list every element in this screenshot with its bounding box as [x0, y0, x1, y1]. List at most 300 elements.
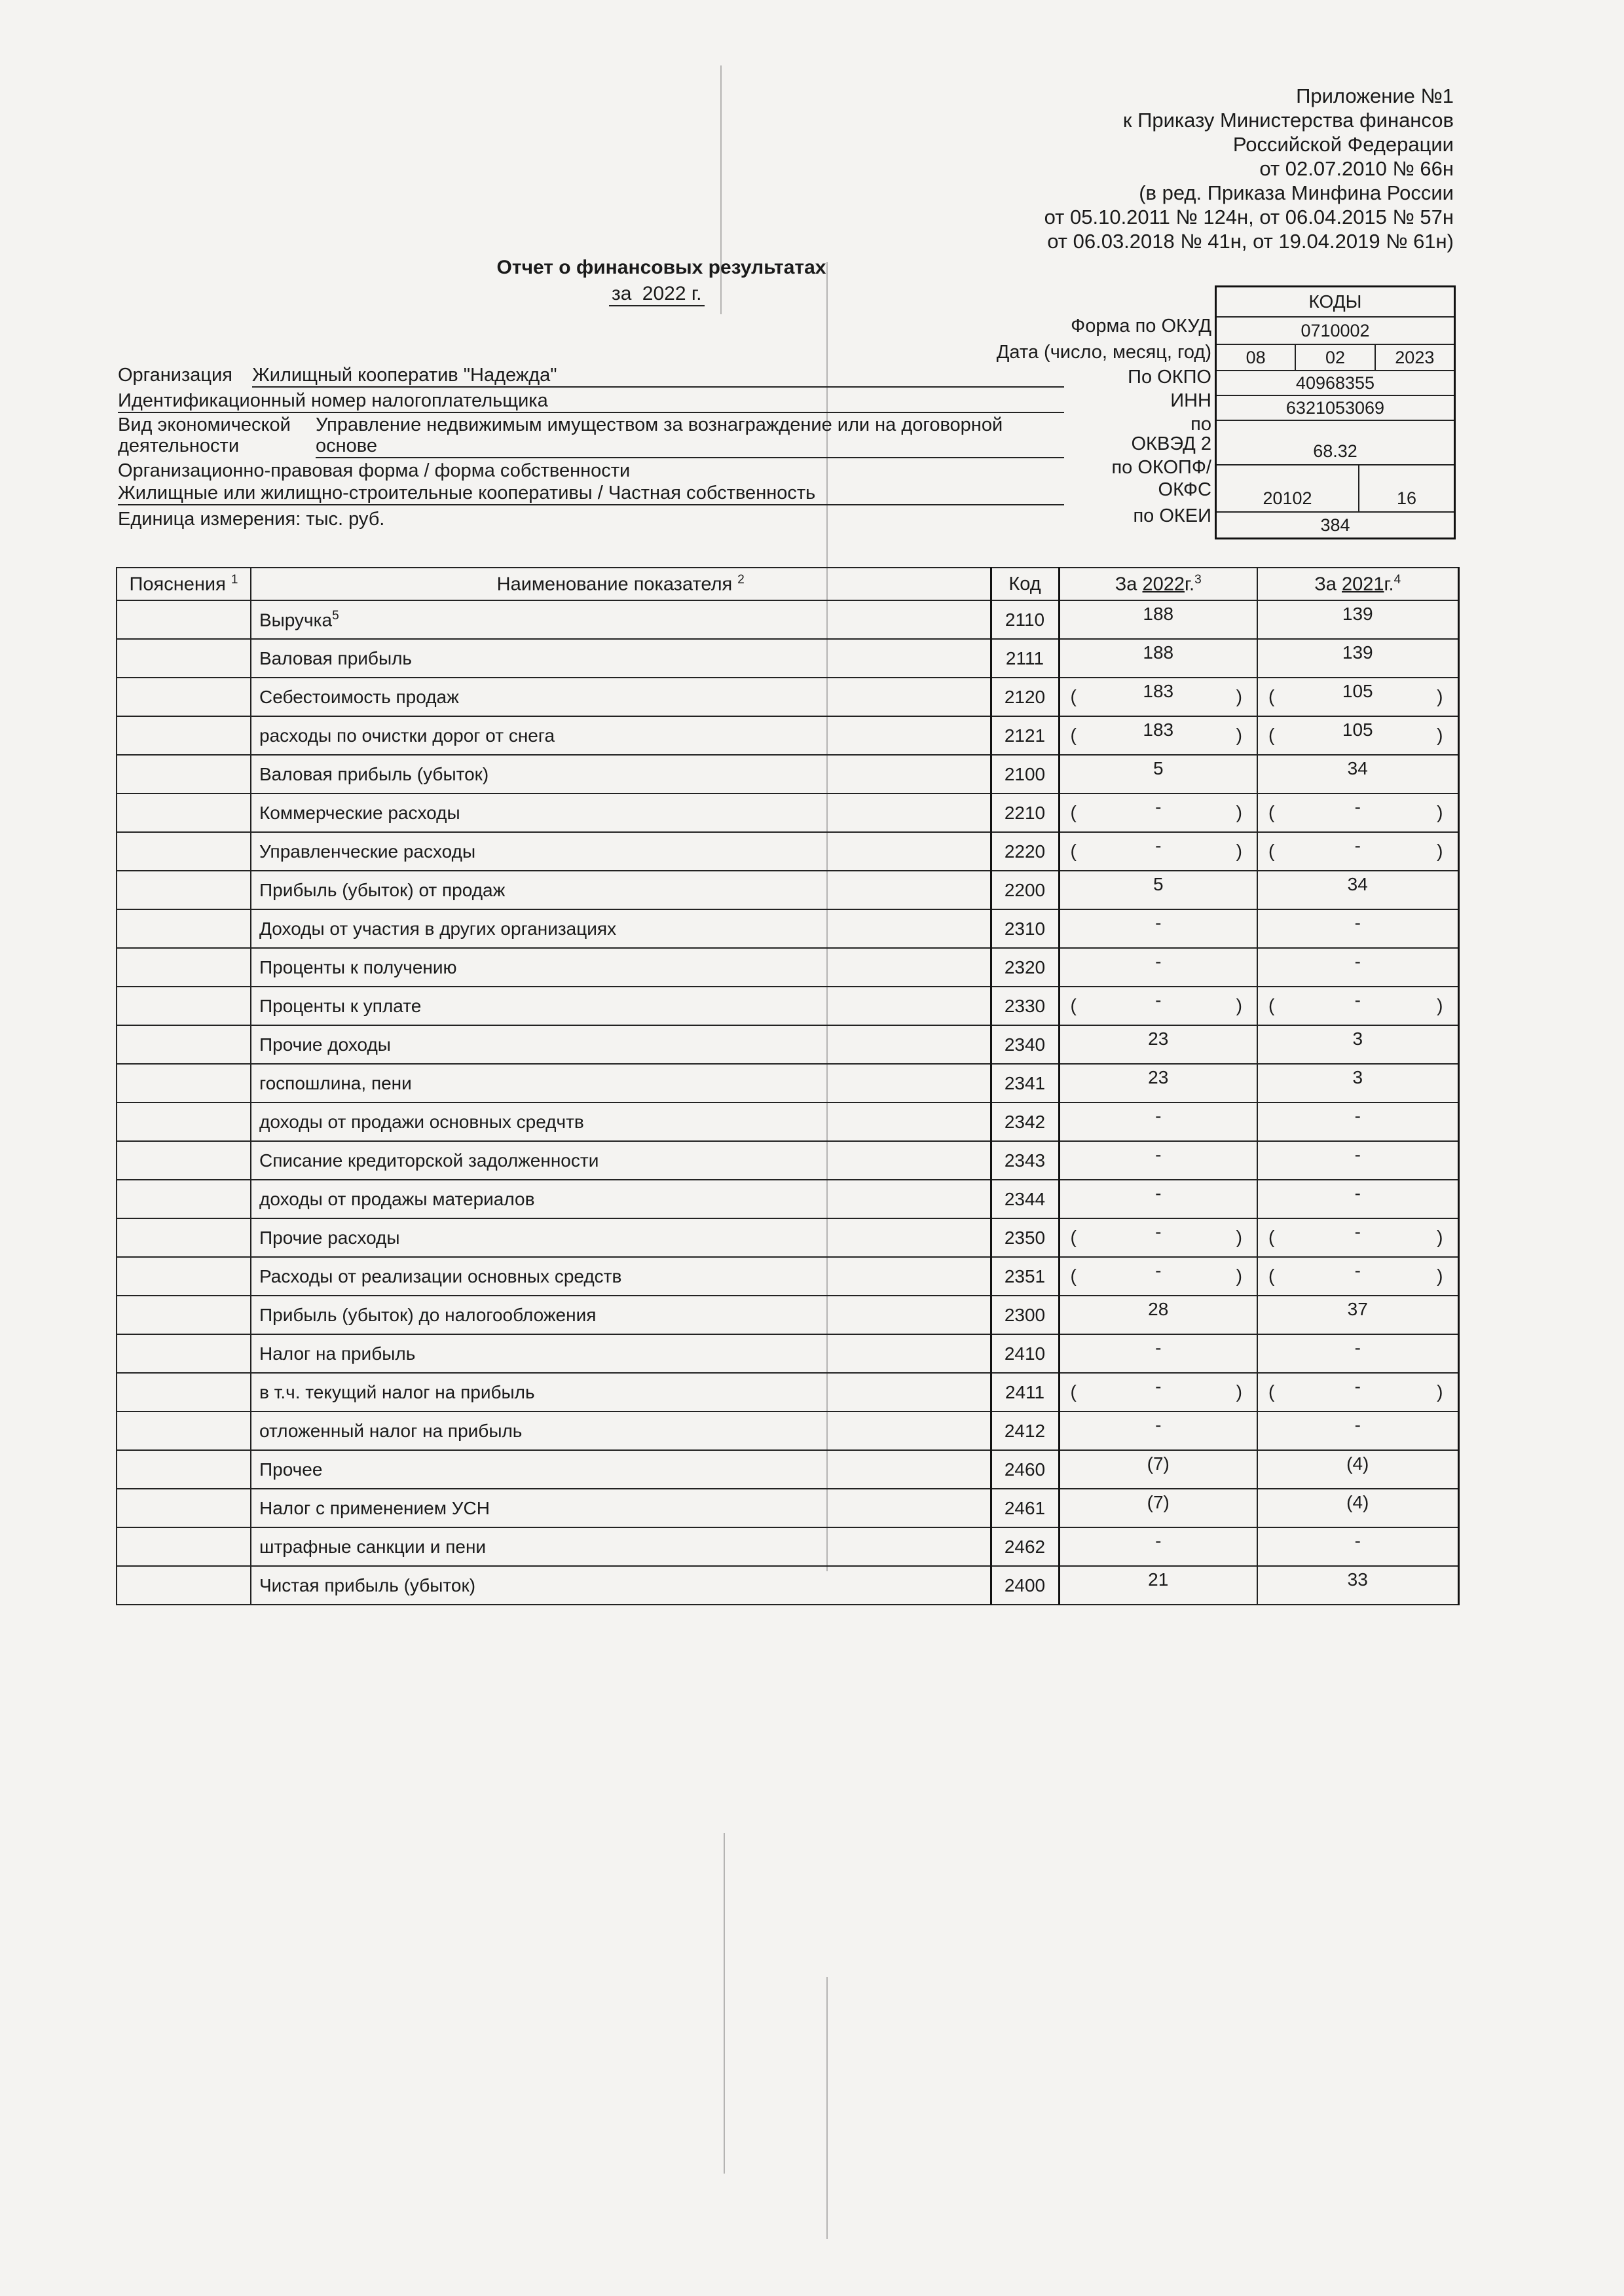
table-row [117, 909, 1458, 948]
row-previous-value-cell [1257, 1218, 1458, 1257]
row-previous-value-cell [1257, 1450, 1458, 1489]
row-previous-value-cell [1257, 1064, 1458, 1102]
row-previous-value: 3 [1352, 1029, 1363, 1049]
row-name: Выручка [259, 610, 333, 630]
paren-open: ( [1268, 995, 1275, 1015]
row-code: 2320 [991, 948, 1059, 987]
row-previous-value: - [1354, 1260, 1361, 1281]
row-current-value-cell [1059, 1180, 1257, 1218]
row-previous-value-cell [1257, 832, 1458, 871]
date-month: 02 [1295, 345, 1374, 370]
row-notes-cell [117, 1334, 251, 1373]
codes-box [1215, 285, 1456, 539]
row-name-cell [251, 1296, 991, 1334]
header-code [991, 568, 1059, 600]
date-label: Дата (число, месяц, год) [996, 342, 1211, 363]
row-current-value: - [1155, 951, 1162, 972]
row-current-value: 23 [1148, 1067, 1169, 1087]
row-notes-cell [117, 1064, 251, 1102]
row-name-cell [251, 678, 991, 716]
row-notes-cell [117, 1025, 251, 1064]
row-name-cell [251, 1489, 991, 1527]
activity-value-line2: основе [316, 435, 1064, 458]
row-name: Проценты к получению [259, 957, 457, 977]
row-name-cell [251, 716, 991, 755]
row-code: 2210 [991, 793, 1059, 832]
row-notes-cell [117, 1102, 251, 1141]
inn-field-label: Идентификационный номер налогоплательщика [118, 390, 1064, 413]
okpo-value: 40968355 [1295, 373, 1375, 393]
row-name-cell [251, 1257, 991, 1296]
row-code: 2350 [991, 1218, 1059, 1257]
paren-close: ) [1437, 686, 1443, 706]
row-previous-value-cell [1257, 909, 1458, 948]
row-current-value: 5 [1153, 874, 1164, 894]
row-current-value: 188 [1143, 642, 1174, 663]
row-notes-cell [117, 639, 251, 678]
row-current-value-cell [1059, 909, 1257, 948]
header-current-year [1059, 568, 1257, 600]
paren-open: ( [1070, 686, 1077, 706]
row-name: Прибыль (убыток) до налогообложения [259, 1304, 597, 1325]
row-code: 2200 [991, 871, 1059, 909]
row-notes-cell [117, 1450, 251, 1489]
row-name-cell [251, 1566, 991, 1605]
row-previous-value: 139 [1342, 642, 1373, 663]
row-code: 2411 [991, 1373, 1059, 1412]
paren-close: ) [1236, 995, 1242, 1015]
paren-open: ( [1268, 841, 1275, 861]
row-code: 2220 [991, 832, 1059, 871]
appendix-line: Российской Федерации [1232, 133, 1454, 156]
paren-close: ) [1236, 1266, 1242, 1286]
row-name-cell [251, 909, 991, 948]
row-current-value: - [1155, 797, 1162, 817]
row-previous-value-cell [1257, 639, 1458, 678]
row-code: 2100 [991, 755, 1059, 793]
scan-fold-line [826, 1977, 828, 2239]
row-current-value: - [1155, 835, 1162, 856]
table-row [117, 639, 1458, 678]
table-row [117, 678, 1458, 716]
row-notes-cell [117, 1141, 251, 1180]
row-previous-value: - [1354, 990, 1361, 1010]
row-name: Управленческие расходы [259, 841, 476, 862]
row-current-value-cell [1059, 716, 1257, 755]
okud-label: Форма по ОКУД [1071, 316, 1211, 337]
row-previous-value: - [1354, 1531, 1361, 1551]
row-previous-value-cell [1257, 793, 1458, 832]
row-current-value-cell [1059, 1257, 1257, 1296]
row-notes-cell [117, 1180, 251, 1218]
row-name-cell [251, 1412, 991, 1450]
row-name: Налог с применением УСН [259, 1497, 490, 1518]
paren-open: ( [1268, 725, 1275, 745]
org-value: Жилищный кооператив "Надежда" [252, 365, 1064, 388]
paren-open: ( [1070, 725, 1077, 745]
row-name-sup: 5 [332, 608, 339, 623]
row-name: Валовая прибыль (убыток) [259, 763, 489, 784]
row-current-value-cell [1059, 1296, 1257, 1334]
okved-label-line2: ОКВЭД 2 [1131, 433, 1211, 454]
okpo-label: По ОКПО [1128, 367, 1211, 388]
row-previous-value-cell [1257, 600, 1458, 639]
row-notes-cell [117, 1257, 251, 1296]
row-current-value: - [1155, 1183, 1162, 1203]
row-previous-value: - [1354, 951, 1361, 972]
table-header-row [117, 568, 1458, 600]
paren-close: ) [1437, 995, 1443, 1015]
row-previous-value: 105 [1342, 720, 1373, 740]
row-code: 2111 [991, 639, 1059, 678]
row-previous-value-cell [1257, 1527, 1458, 1566]
row-name-cell [251, 1141, 991, 1180]
report-title: Отчет о финансовых результатах [496, 257, 826, 278]
table-row [117, 1334, 1458, 1373]
row-code: 2461 [991, 1489, 1059, 1527]
period-year: 2022 г. [642, 283, 702, 304]
row-current-value-cell [1059, 793, 1257, 832]
code-row-okud [1217, 318, 1454, 345]
date-year: 2023 [1375, 345, 1454, 370]
row-previous-value-cell [1257, 1412, 1458, 1450]
codes-header: КОДЫ [1217, 287, 1454, 318]
table-row [117, 948, 1458, 987]
row-previous-value-cell [1257, 1489, 1458, 1527]
paren-close: ) [1437, 1266, 1443, 1286]
row-current-value: - [1155, 990, 1162, 1010]
header-prev-suffix: г. [1384, 574, 1394, 595]
org-label: Организация [118, 365, 232, 386]
paren-open: ( [1268, 686, 1275, 706]
row-name-cell [251, 1180, 991, 1218]
row-previous-value: 139 [1342, 604, 1373, 624]
okud-value: 0710002 [1301, 320, 1370, 340]
row-notes-cell [117, 1412, 251, 1450]
row-current-value-cell [1059, 1334, 1257, 1373]
row-previous-value: - [1354, 1338, 1361, 1358]
row-previous-value: - [1354, 1144, 1361, 1165]
table-row [117, 832, 1458, 871]
row-current-value: 5 [1153, 758, 1164, 778]
row-name-cell [251, 755, 991, 793]
row-name: Прочие расходы [259, 1227, 400, 1248]
table-row [117, 1373, 1458, 1412]
paren-open: ( [1070, 995, 1077, 1015]
paren-close: ) [1437, 841, 1443, 861]
header-notes [117, 568, 251, 600]
inn-value: 6321053069 [1285, 397, 1385, 418]
row-current-value-cell [1059, 600, 1257, 639]
table-row [117, 1102, 1458, 1141]
activity-label-line1: Вид экономической [118, 414, 291, 435]
row-notes-cell [117, 832, 251, 871]
paren-open: ( [1070, 1266, 1077, 1286]
row-code: 2310 [991, 909, 1059, 948]
legal-form-label: Организационно-правовая форма / форма собственности [118, 460, 631, 481]
row-previous-value: - [1354, 1376, 1361, 1396]
row-current-value: - [1155, 1222, 1162, 1242]
row-current-value: - [1155, 1260, 1162, 1281]
header-current-suffix: г. [1185, 574, 1195, 595]
row-previous-value: 37 [1347, 1299, 1368, 1319]
row-previous-value-cell [1257, 871, 1458, 909]
table-row [117, 600, 1458, 639]
row-code: 2341 [991, 1064, 1059, 1102]
paren-close: ) [1236, 1227, 1242, 1247]
row-current-value: - [1155, 913, 1162, 933]
row-current-value-cell [1059, 1025, 1257, 1064]
row-current-value-cell [1059, 948, 1257, 987]
row-name: Валовая прибыль [259, 647, 413, 668]
row-current-value-cell [1059, 678, 1257, 716]
paren-close: ) [1236, 686, 1242, 706]
row-name: отложенный налог на прибыль [259, 1420, 523, 1441]
legal-form-value: Жилищные или жилищно-строительные кооперативы / Частная собственность [118, 483, 1064, 505]
appendix-line: от 06.03.2018 № 41н, от 19.04.2019 № 61н) [1047, 230, 1454, 253]
row-current-value-cell [1059, 1527, 1257, 1566]
table-row [117, 1141, 1458, 1180]
paren-open: ( [1268, 802, 1275, 822]
row-current-value: 23 [1148, 1029, 1169, 1049]
paren-open: ( [1070, 802, 1077, 822]
row-name-cell [251, 1064, 991, 1102]
row-current-value: - [1155, 1415, 1162, 1435]
table-row [117, 871, 1458, 909]
row-name-cell [251, 1334, 991, 1373]
row-previous-value: - [1354, 797, 1361, 817]
row-previous-value: 105 [1342, 681, 1373, 701]
row-current-value-cell [1059, 1412, 1257, 1450]
header-current-prefix: За [1115, 574, 1137, 595]
row-previous-value: - [1354, 913, 1361, 933]
code-row-okopf [1217, 465, 1454, 513]
row-name: Коммерческие расходы [259, 802, 460, 823]
table-row [117, 1180, 1458, 1218]
row-name: доходы от продажи основных средчтв [259, 1111, 584, 1132]
paren-close: ) [1437, 725, 1443, 745]
period-prefix: за [612, 283, 632, 304]
row-previous-value: 34 [1347, 758, 1368, 778]
row-previous-value-cell [1257, 1180, 1458, 1218]
row-previous-value-cell [1257, 716, 1458, 755]
row-current-value: - [1155, 1338, 1162, 1358]
row-current-value-cell [1059, 1373, 1257, 1412]
row-name: штрафные санкции и пени [259, 1536, 487, 1557]
paren-open: ( [1070, 841, 1077, 861]
row-name: доходы от продажы материалов [259, 1188, 535, 1209]
header-current-year-value: 2022 [1142, 574, 1185, 595]
row-notes-cell [117, 1218, 251, 1257]
appendix-line: от 02.07.2010 № 66н [1259, 157, 1454, 180]
paren-open: ( [1070, 1227, 1077, 1247]
header-prev-prefix: За [1314, 574, 1337, 595]
okved-label-line1: по [1190, 414, 1211, 435]
header-prev-year-value: 2021 [1342, 574, 1384, 595]
header-previous-year [1257, 568, 1458, 600]
row-previous-value-cell [1257, 755, 1458, 793]
row-notes-cell [117, 987, 251, 1025]
row-previous-value: - [1354, 835, 1361, 856]
row-name-cell [251, 1373, 991, 1412]
header-current-sup: 3 [1194, 572, 1202, 587]
paren-close: ) [1236, 841, 1242, 861]
paren-open: ( [1070, 1381, 1077, 1402]
row-name-cell [251, 1102, 991, 1141]
okopf-label-line1: по ОКОПФ/ [1111, 457, 1211, 478]
row-code: 2460 [991, 1450, 1059, 1489]
code-row-inn [1217, 396, 1454, 421]
header-name-text: Наименование показателя [496, 574, 733, 595]
row-previous-value-cell [1257, 1334, 1458, 1373]
financial-results-table [116, 567, 1460, 1605]
appendix-line: Приложение №1 [1296, 84, 1454, 107]
row-code: 2344 [991, 1180, 1059, 1218]
row-previous-value-cell [1257, 1102, 1458, 1141]
okfs-value: 16 [1358, 465, 1454, 511]
row-name: Себестоимость продаж [259, 686, 459, 707]
okved-value: 68.32 [1313, 441, 1357, 461]
row-current-value: - [1155, 1376, 1162, 1396]
row-code: 2400 [991, 1566, 1059, 1605]
row-notes-cell [117, 716, 251, 755]
table-row [117, 987, 1458, 1025]
row-previous-value-cell [1257, 987, 1458, 1025]
row-previous-value-cell [1257, 1373, 1458, 1412]
appendix-line: (в ред. Приказа Минфина России [1139, 181, 1454, 204]
row-code: 2121 [991, 716, 1059, 755]
row-previous-value-cell [1257, 678, 1458, 716]
okei-label: по ОКЕИ [1133, 505, 1211, 526]
row-notes-cell [117, 1296, 251, 1334]
row-previous-value: - [1354, 1106, 1361, 1126]
row-previous-value: (4) [1346, 1492, 1369, 1512]
row-name: госпошлина, пени [259, 1072, 412, 1093]
report-period [609, 283, 705, 306]
row-code: 2462 [991, 1527, 1059, 1566]
row-current-value-cell [1059, 1102, 1257, 1141]
row-name: Проценты к уплате [259, 995, 422, 1016]
header-code-text: Код [1008, 573, 1041, 594]
row-current-value-cell [1059, 832, 1257, 871]
table-row [117, 793, 1458, 832]
row-name-cell [251, 1450, 991, 1489]
row-code: 2342 [991, 1102, 1059, 1141]
appendix-line: к Приказу Министерства финансов [1122, 109, 1454, 132]
row-previous-value-cell [1257, 1257, 1458, 1296]
row-name: расходы по очистки дорог от снега [259, 725, 555, 746]
activity-value-line1: Управление недвижимым имуществом за вознаграждение или на договорной [316, 414, 1003, 435]
row-current-value: 188 [1143, 604, 1174, 624]
row-name: Прочие доходы [259, 1034, 391, 1055]
row-current-value-cell [1059, 1064, 1257, 1102]
okei-value: 384 [1320, 515, 1350, 535]
row-previous-value: - [1354, 1183, 1361, 1203]
row-current-value-cell [1059, 987, 1257, 1025]
table-row [117, 1412, 1458, 1450]
row-previous-value: 34 [1347, 874, 1368, 894]
row-previous-value-cell [1257, 1296, 1458, 1334]
row-notes-cell [117, 871, 251, 909]
row-notes-cell [117, 755, 251, 793]
paren-close: ) [1236, 725, 1242, 745]
paren-close: ) [1437, 802, 1443, 822]
row-current-value: (7) [1147, 1453, 1170, 1474]
row-current-value-cell [1059, 1218, 1257, 1257]
row-previous-value: (4) [1346, 1453, 1369, 1474]
row-name-cell [251, 600, 991, 639]
row-current-value-cell [1059, 755, 1257, 793]
row-previous-value-cell [1257, 1141, 1458, 1180]
appendix-line: от 05.10.2011 № 124н, от 06.04.2015 № 57н [1044, 206, 1454, 228]
row-name-cell [251, 987, 991, 1025]
table-row [117, 716, 1458, 755]
row-name: Расходы от реализации основных средств [259, 1266, 622, 1286]
row-code: 2410 [991, 1334, 1059, 1373]
row-notes-cell [117, 1489, 251, 1527]
row-code: 2120 [991, 678, 1059, 716]
row-name: Прочее [259, 1459, 323, 1480]
table-row [117, 1566, 1458, 1605]
code-row-okei [1217, 513, 1454, 538]
row-name: Прибыль (убыток) от продаж [259, 879, 506, 900]
row-name-cell [251, 793, 991, 832]
paren-close: ) [1437, 1381, 1443, 1402]
table-row [117, 1218, 1458, 1257]
paren-close: ) [1437, 1227, 1443, 1247]
header-name-sup: 2 [737, 572, 745, 587]
paren-close: ) [1236, 802, 1242, 822]
row-current-value-cell [1059, 1489, 1257, 1527]
row-name-cell [251, 1025, 991, 1064]
row-current-value: - [1155, 1106, 1162, 1126]
row-notes-cell [117, 909, 251, 948]
row-notes-cell [117, 793, 251, 832]
paren-open: ( [1268, 1381, 1275, 1402]
scan-fold-line [724, 1833, 725, 2174]
row-notes-cell [117, 948, 251, 987]
header-notes-text: Пояснения [129, 574, 226, 595]
table-row [117, 1296, 1458, 1334]
row-notes-cell [117, 678, 251, 716]
row-name: Налог на прибыль [259, 1343, 416, 1364]
row-previous-value: 3 [1352, 1067, 1363, 1087]
row-name-cell [251, 871, 991, 909]
okopf-value: 20102 [1263, 488, 1312, 508]
row-previous-value-cell [1257, 1025, 1458, 1064]
paren-close: ) [1236, 1381, 1242, 1402]
unit-label: Единица измерения: тыс. руб. [118, 509, 385, 530]
row-code: 2110 [991, 600, 1059, 639]
row-name: Чистая прибыль (убыток) [259, 1575, 476, 1595]
row-previous-value-cell [1257, 1566, 1458, 1605]
appendix-block [799, 84, 1454, 253]
row-current-value-cell [1059, 1566, 1257, 1605]
table-row [117, 1025, 1458, 1064]
row-name-cell [251, 948, 991, 987]
row-name: Списание кредиторской задолженности [259, 1150, 599, 1171]
row-current-value-cell [1059, 639, 1257, 678]
row-previous-value-cell [1257, 948, 1458, 987]
row-current-value: 28 [1148, 1299, 1169, 1319]
row-code: 2300 [991, 1296, 1059, 1334]
row-code: 2343 [991, 1141, 1059, 1180]
header-notes-sup: 1 [231, 572, 238, 587]
inn-code-label: ИНН [1170, 390, 1211, 411]
table-row [117, 755, 1458, 793]
row-name: Доходы от участия в других организациях [259, 918, 617, 939]
row-name-cell [251, 639, 991, 678]
